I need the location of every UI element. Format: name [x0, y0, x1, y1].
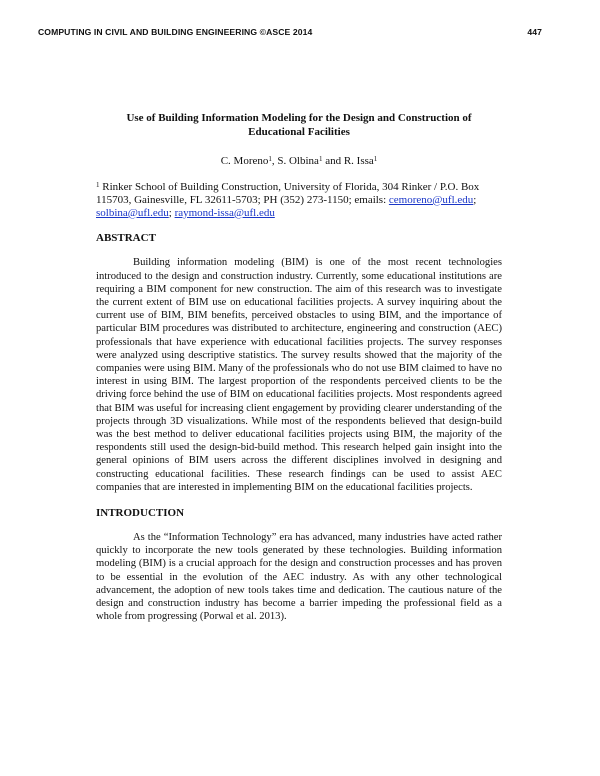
author-olbina: S. Olbina — [277, 155, 319, 167]
affiliation-mark: 1 — [318, 155, 323, 163]
affiliation-mark: 1 — [373, 155, 378, 163]
page-number: 447 — [527, 27, 542, 37]
affiliation — [96, 181, 502, 219]
introduction-heading: INTRODUCTION — [96, 507, 185, 520]
abstract-paragraph: Building information modeling (BIM) is one of the most recent technologies introduced to the design and construction industry. Currently, some educational institutions are requiring a BIM component for new construction. The aim of this research was to investigate the current extent of BIM use on educational facilities projects. A survey inquiring about the current use of BIM, BIM benefits, perceived obstacles to using BIM, and the importance of particular BIM procedures was distributed to architecture, engineering and construction (AEC) professionals that have experience with educational facilities projects. The survey responses were analyzed using descriptive statistics. The survey results showed that the majority of the companies were using BIM. Many of the professionals who do not use BIM claimed to have no interest in using BIM. The largest proportion of the respondents perceived clients to be the driving force behind the use of BIM on educational facilities projects. Most respondents agreed that BIM was useful for increasing client engagement by providing clearer understanding of the projects through 3D visualizations. While most of the respondents believed that design-build was the best method to deliver educational facilities projects using BIM, the majority of the respondents still used the design-bid-build method. This research helped gain insight into the general opinions of BIM users across the different disciplines involved in designing and constructing educational facilities. These research findings can be used to assist AEC companies that are interested in implementing BIM on the educational facilities projects. — [96, 257, 502, 493]
running-header — [38, 27, 542, 37]
author-separator: , — [271, 155, 278, 167]
abstract-heading: ABSTRACT — [96, 232, 156, 245]
paper-title: Use of Building Information Modeling for the Design and Construction of Educational Facilities — [126, 112, 472, 138]
email-separator: ; — [473, 193, 477, 206]
email-separator: ; — [168, 206, 175, 219]
author-issa: R. Issa — [343, 155, 374, 167]
journal-name: COMPUTING IN CIVIL AND BUILDING ENGINEERING ©ASCE 2014 — [38, 27, 313, 37]
affiliation-mark: 1 — [96, 181, 100, 189]
author-separator: and — [322, 155, 344, 167]
introduction-paragraph: As the “Information Technology” era has advanced, many industries have acted rather quickly to incorporate the new tools generated by these technologies. Building information modeling (BIM) is a crucial approach for the design and construction processes and has proven to be essential in the evolution of the AEC industry. As with any other technological advancement, the adoption of new tools takes time and dedication. The cautious nature of the design and construction industry has become a barrier impeding the professional field as a whole from progressing (Porwal et al. 2013). — [96, 532, 502, 623]
author-moreno: C. Moreno — [220, 155, 269, 167]
email-link-moreno[interactable]: cemoreno@ufl.edu — [388, 193, 474, 206]
paper-body — [96, 112, 502, 634]
affiliation-mark: 1 — [268, 155, 272, 163]
email-link-olbina[interactable]: solbina@ufl.edu — [96, 206, 169, 219]
email-link-issa[interactable]: raymond-issa@ufl.edu — [174, 206, 275, 219]
affiliation-text: Rinker School of Building Construction, University of Florida, 304 Rinker / P.O. Box 115703, Gainesville, FL 32611-5703; PH (352) 273-1150; emails: — [96, 181, 480, 206]
author-list — [96, 155, 502, 168]
